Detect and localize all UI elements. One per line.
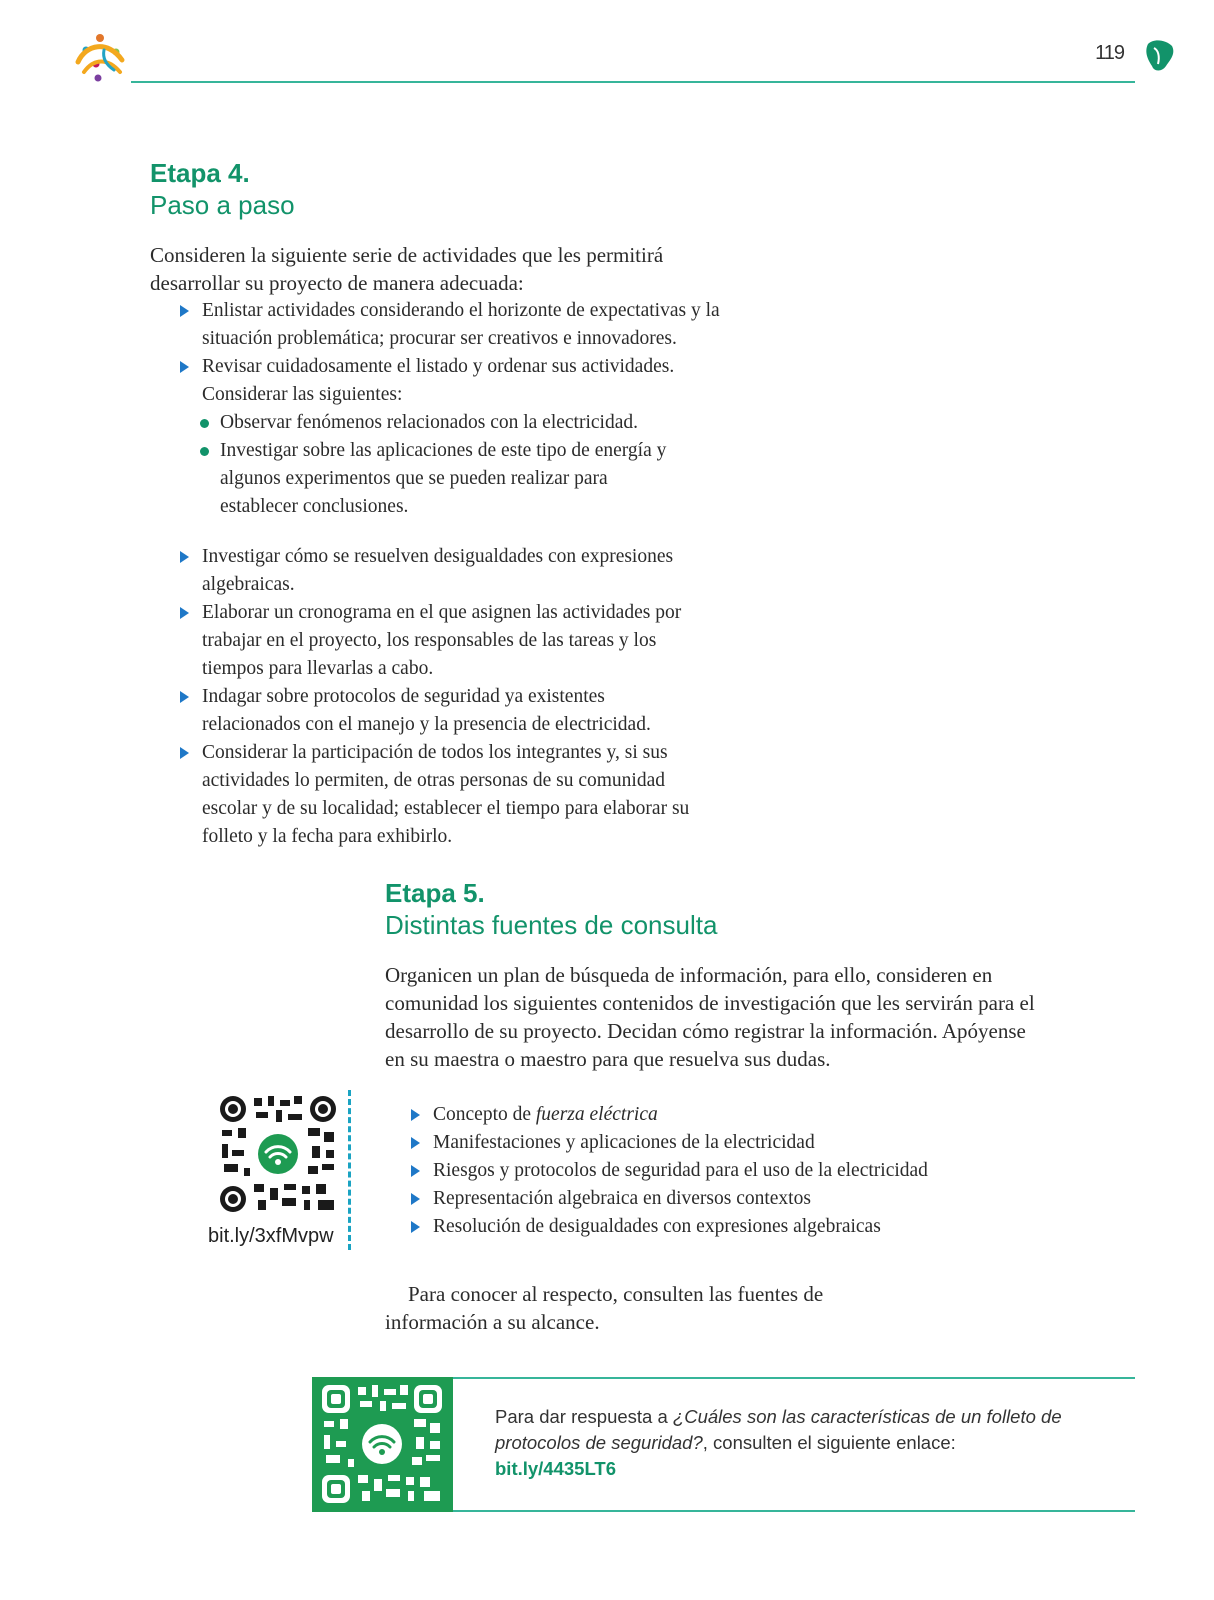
etapa4-list bbox=[176, 297, 736, 409]
page-number: 119 bbox=[1095, 42, 1124, 64]
callout-text: Para dar respuesta a ¿Cuáles son las características de un folleto de protocolos de seguridad?, consulten el siguiente enlace: bit.ly/4435LT6 bbox=[495, 1404, 1095, 1482]
etapa4-heading bbox=[150, 157, 295, 221]
list-item: Investigar sobre las aplicaciones de este tipo de energía y algunos experimentos que se pueden realizar para establecer conclusiones. bbox=[198, 437, 690, 521]
etapa5-heading bbox=[385, 877, 717, 941]
etapa5-intro: Organicen un plan de búsqueda de información, para ello, consideren en comunidad los siguientes contenidos de investigación que les servirán para el desarrollo de su proyecto. Decidan cómo registrar la información. Apóyense en su maestra o maestro para que resuelva sus dudas. bbox=[385, 963, 1035, 1071]
header-rule bbox=[131, 81, 1135, 83]
etapa4-subtitle: Paso a paso bbox=[150, 190, 295, 220]
list-item: Resolución de desigualdades con expresiones algebraicas bbox=[407, 1213, 1047, 1241]
etapa4-intro: Consideren la siguiente serie de actividades que les permitirá desarrollar su proyecto de manera adecuada: bbox=[150, 243, 664, 295]
leaf-icon bbox=[1144, 38, 1176, 74]
etapa5-title: Etapa 5. bbox=[385, 878, 485, 908]
dashed-divider bbox=[348, 1090, 351, 1250]
list-item: Considerar la participación de todos los integrantes y, si sus actividades lo permiten, de otras personas de su comunidad escolar y de su localidad; establecer el tiempo para elaborar su folleto y la fecha para exhibirlo. bbox=[176, 739, 717, 851]
etapa4-body bbox=[150, 241, 750, 851]
list-item: Observar fenómenos relacionados con la electricidad. bbox=[198, 409, 698, 437]
qr-code-icon[interactable] bbox=[320, 1383, 444, 1505]
etapa4-sublist bbox=[198, 409, 698, 521]
list-item: Representación algebraica en diversos contextos bbox=[407, 1185, 1047, 1213]
list-item: Indagar sobre protocolos de seguridad ya existentes relacionados con el manejo y la presencia de electricidad. bbox=[176, 683, 682, 739]
etapa5-list bbox=[407, 1101, 1047, 1241]
list-item: Concepto de fuerza eléctrica bbox=[407, 1101, 1047, 1129]
list-item: Revisar cuidadosamente el listado y ordenar sus actividades. Considerar las siguientes: bbox=[176, 353, 722, 409]
list-item: Enlistar actividades considerando el horizonte de expectativas y la situación problemática; procurar ser creativos e innovadores. bbox=[176, 297, 736, 353]
callout-top-rule bbox=[452, 1377, 1135, 1379]
etapa5-closing: Para conocer al respecto, consulten las fuentes de información a su alcance. bbox=[385, 1282, 824, 1334]
callout-link[interactable]: bit.ly/4435LT6 bbox=[495, 1458, 616, 1479]
list-item: Investigar cómo se resuelven desigualdades con expresiones algebraicas. bbox=[176, 543, 712, 599]
list-item: Manifestaciones y aplicaciones de la electricidad bbox=[407, 1129, 1047, 1157]
list-item: Elaborar un cronograma en el que asignen las actividades por trabajar en el proyecto, los responsables de las tareas y los tiempos para llevarlas a cabo. bbox=[176, 599, 722, 683]
brand-logo-icon bbox=[72, 32, 128, 84]
list-item: Riesgos y protocolos de seguridad para el uso de la electricidad bbox=[407, 1157, 1047, 1185]
etapa4-list-2 bbox=[176, 543, 706, 851]
qr-code-icon[interactable] bbox=[218, 1094, 338, 1214]
qr-link-label[interactable]: bit.ly/3xfMvpw bbox=[208, 1225, 334, 1247]
callout-qr-box[interactable] bbox=[312, 1377, 453, 1512]
etapa4-title: Etapa 4. bbox=[150, 158, 250, 188]
etapa5-subtitle: Distintas fuentes de consulta bbox=[385, 910, 718, 940]
